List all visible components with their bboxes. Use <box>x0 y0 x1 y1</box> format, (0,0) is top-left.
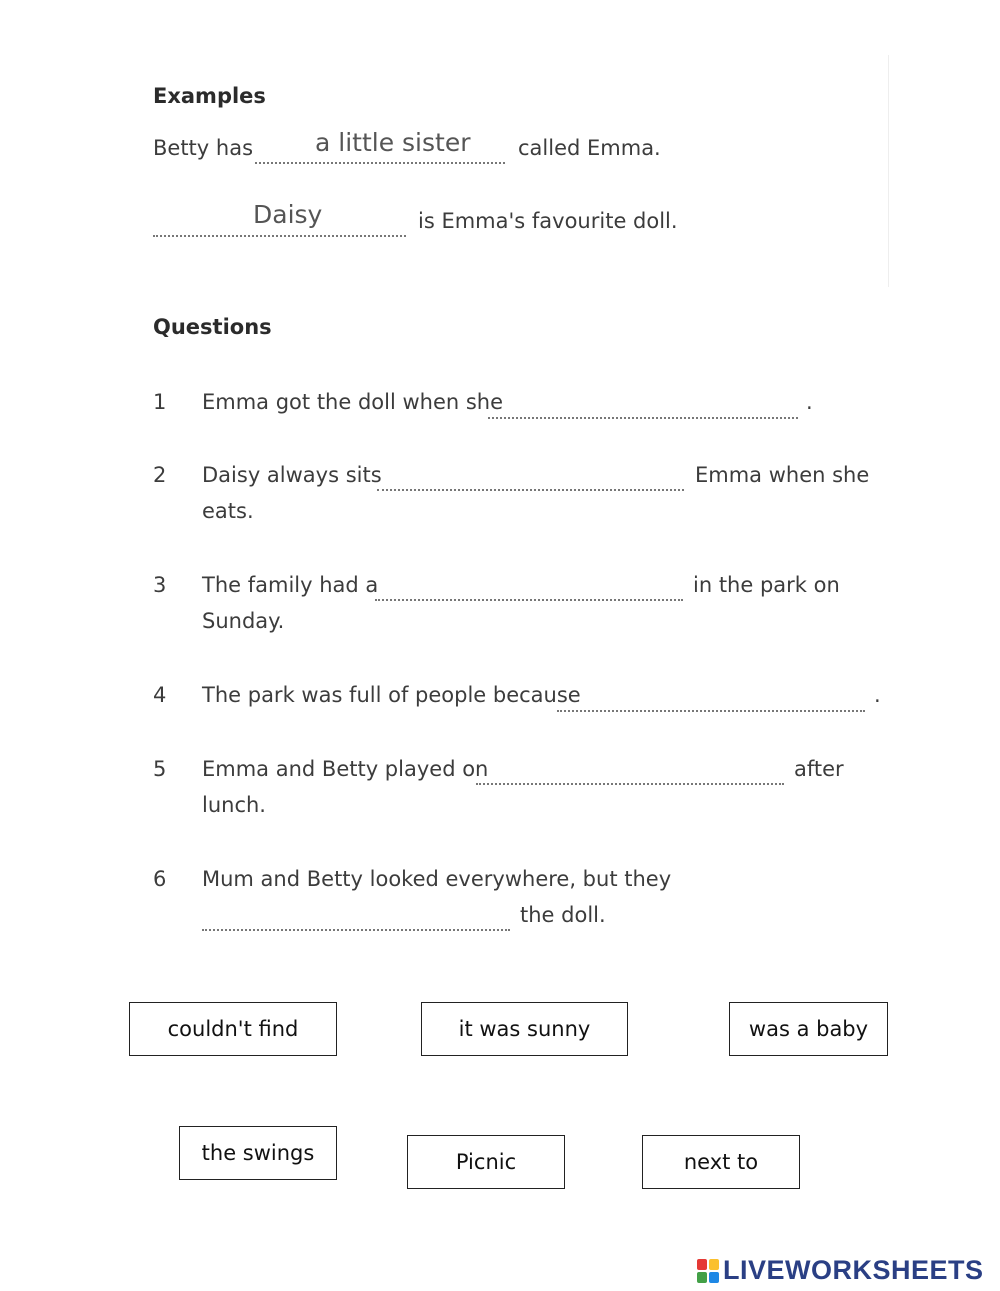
question-2-number: 2 <box>153 463 167 487</box>
liveworksheets-logo-icon <box>697 1259 719 1283</box>
example-2-blank <box>153 235 406 237</box>
example-2-suffix: is Emma's favourite doll. <box>418 209 678 233</box>
question-3-after: in the park on <box>693 573 840 597</box>
question-1-text: Emma got the doll when she <box>202 390 504 414</box>
question-5-text: Emma and Betty played on <box>202 757 489 781</box>
question-3-blank[interactable] <box>375 599 683 601</box>
question-4-blank[interactable] <box>557 710 865 712</box>
question-6-number: 6 <box>153 867 167 891</box>
liveworksheets-logo <box>697 1255 984 1286</box>
answer-card-it-was-sunny[interactable]: it was sunny <box>421 1002 628 1056</box>
question-3-text: The family had a <box>202 573 379 597</box>
question-5-line2: lunch. <box>202 793 266 817</box>
question-3-line2: Sunday. <box>202 609 285 633</box>
question-2-text: Daisy always sits <box>202 463 382 487</box>
question-6-text: Mum and Betty looked everywhere, but they <box>202 867 672 891</box>
question-6-line2: the doll. <box>520 903 606 927</box>
question-1-number: 1 <box>153 390 167 414</box>
question-3-number: 3 <box>153 573 167 597</box>
question-4-text: The park was full of people because <box>202 683 581 707</box>
question-6-blank[interactable] <box>202 929 510 931</box>
answer-card-picnic[interactable]: Picnic <box>407 1135 565 1189</box>
questions-heading: Questions <box>153 315 272 339</box>
example-2-answer: Daisy <box>253 200 323 229</box>
question-2-after: Emma when she <box>695 463 870 487</box>
question-2-blank[interactable] <box>377 489 684 491</box>
question-5-number: 5 <box>153 757 167 781</box>
example-1-suffix: called Emma. <box>518 136 661 160</box>
answer-card-was-a-baby[interactable]: was a baby <box>729 1002 888 1056</box>
examples-heading: Examples <box>153 84 266 108</box>
question-1-blank[interactable] <box>488 417 798 419</box>
question-2-line2: eats. <box>202 499 254 523</box>
question-5-blank[interactable] <box>476 783 784 785</box>
question-5-after: after <box>794 757 844 781</box>
answer-card-couldnt-find[interactable]: couldn't find <box>129 1002 337 1056</box>
example-1-answer: a little sister <box>315 128 471 157</box>
example-1-blank <box>255 162 505 164</box>
answer-card-next-to[interactable]: next to <box>642 1135 800 1189</box>
page-edge-rule <box>888 55 889 287</box>
question-4-end: . <box>874 683 881 707</box>
example-1-prefix: Betty has <box>153 136 254 160</box>
answer-card-the-swings[interactable]: the swings <box>179 1126 337 1180</box>
question-4-number: 4 <box>153 683 167 707</box>
question-1-end: . <box>806 390 813 414</box>
liveworksheets-logo-text: LIVEWORKSHEETS <box>723 1255 984 1285</box>
